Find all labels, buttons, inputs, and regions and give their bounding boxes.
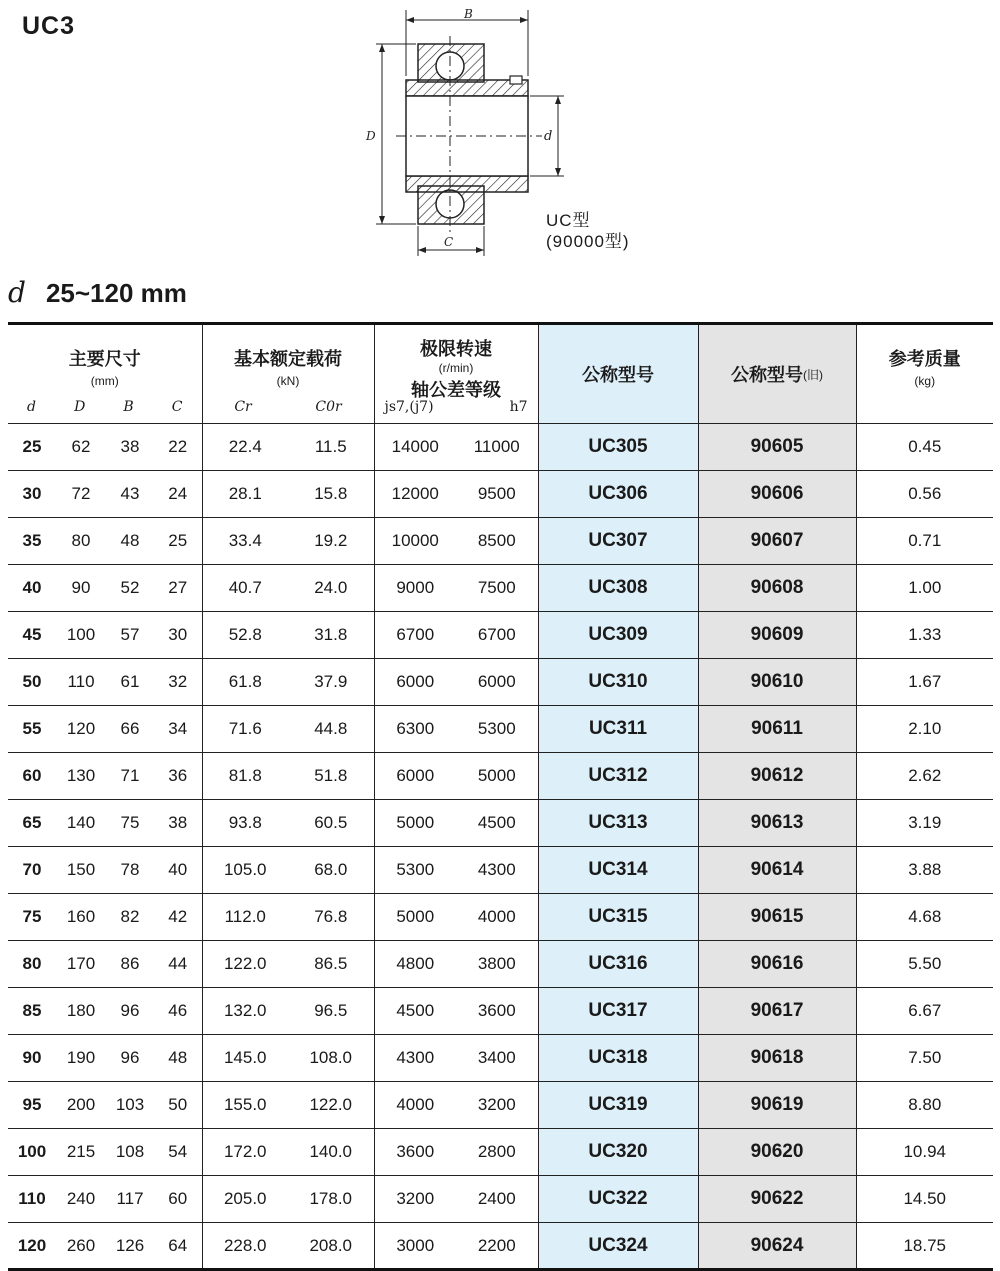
cell-n1: 4800 [374,941,456,988]
type-label-old: (90000型) [546,232,630,251]
dim-d-outer-label: D [366,129,376,143]
cell-D: 100 [56,612,106,659]
size-range [8,276,187,309]
cell-n1: 6700 [374,612,456,659]
header-speed-unit: (r/min) [438,361,474,375]
cell-D: 240 [56,1176,106,1223]
cell-B: 126 [106,1223,154,1270]
cell-B: 117 [106,1176,154,1223]
cell-model: UC312 [538,753,698,800]
cell-d: 70 [8,847,56,894]
header-speed-sub [375,399,538,415]
cell-C0r: 24.0 [288,565,374,612]
cell-d: 80 [8,941,56,988]
cell-n2: 6000 [456,659,538,706]
cell-old: 90605 [698,424,856,471]
header-speed [374,324,538,424]
cell-C0r: 208.0 [288,1223,374,1270]
cell-n1: 4500 [374,988,456,1035]
cell-old: 90612 [698,753,856,800]
cell-mass: 1.67 [856,659,993,706]
cell-D: 90 [56,565,106,612]
cell-D: 200 [56,1082,106,1129]
cell-model: UC309 [538,612,698,659]
dim-d-inner-label: d [544,129,553,144]
cell-n2: 3800 [456,941,538,988]
cell-C0r: 76.8 [288,894,374,941]
cell-Cr: 205.0 [202,1176,288,1223]
header-dims-sub [8,399,202,415]
cell-d: 35 [8,518,56,565]
cell-Cr: 93.8 [202,800,288,847]
cell-mass: 0.45 [856,424,993,471]
cell-model: UC305 [538,424,698,471]
cell-B: 96 [106,1035,154,1082]
cell-n1: 9000 [374,565,456,612]
cell-D: 130 [56,753,106,800]
cell-old: 90613 [698,800,856,847]
cell-C: 40 [154,847,202,894]
cell-C0r: 31.8 [288,612,374,659]
table-row [8,612,993,659]
table-row [8,518,993,565]
cell-n1: 6300 [374,706,456,753]
spec-table-wrap [8,322,993,1271]
cell-n1: 10000 [374,518,456,565]
cell-old: 90607 [698,518,856,565]
cell-C0r: 140.0 [288,1129,374,1176]
table-row [8,1223,993,1270]
cell-n2: 9500 [456,471,538,518]
cell-old: 90611 [698,706,856,753]
cell-Cr: 28.1 [202,471,288,518]
header-load-unit: (kN) [276,374,300,388]
cell-C0r: 37.9 [288,659,374,706]
cell-C: 44 [154,941,202,988]
cell-n2: 5300 [456,706,538,753]
cell-old: 90618 [698,1035,856,1082]
table-row [8,894,993,941]
cell-C0r: 86.5 [288,941,374,988]
cell-n1: 5000 [374,894,456,941]
header-model-old [698,324,856,424]
cell-n2: 8500 [456,518,538,565]
cell-old: 90608 [698,565,856,612]
cell-old: 90609 [698,612,856,659]
cell-mass: 2.10 [856,706,993,753]
cell-d: 95 [8,1082,56,1129]
cell-old: 90624 [698,1223,856,1270]
cell-B: 75 [106,800,154,847]
header-load [202,324,374,424]
cell-d: 45 [8,612,56,659]
header-speed-title: 极限转速 [420,339,492,359]
cell-mass: 18.75 [856,1223,993,1270]
cell-d: 85 [8,988,56,1035]
cell-D: 180 [56,988,106,1035]
type-label-block [546,210,630,252]
cell-C: 34 [154,706,202,753]
cell-C: 30 [154,612,202,659]
cell-B: 96 [106,988,154,1035]
cell-Cr: 145.0 [202,1035,288,1082]
cell-old: 90615 [698,894,856,941]
cell-model: UC315 [538,894,698,941]
cell-n2: 4300 [456,847,538,894]
cell-C0r: 68.0 [288,847,374,894]
cell-n2: 2800 [456,1129,538,1176]
dim-c-label: C [444,235,454,249]
cell-D: 80 [56,518,106,565]
cell-Cr: 155.0 [202,1082,288,1129]
sub-cr: Cr [234,399,252,415]
cell-C: 46 [154,988,202,1035]
header-dims-title: 主要尺寸 [68,349,141,369]
cell-C: 50 [154,1082,202,1129]
table-header-row [8,324,993,424]
cell-mass: 6.67 [856,988,993,1035]
cell-old: 90616 [698,941,856,988]
cell-n1: 4300 [374,1035,456,1082]
cell-d: 50 [8,659,56,706]
header-model [538,324,698,424]
cell-B: 71 [106,753,154,800]
cell-d: 100 [8,1129,56,1176]
sub-D: D [74,399,86,415]
cell-mass: 0.56 [856,471,993,518]
cell-C: 48 [154,1035,202,1082]
cell-n1: 12000 [374,471,456,518]
sub-js7: js7,(j7) [384,399,434,415]
cell-C: 24 [154,471,202,518]
cell-C0r: 11.5 [288,424,374,471]
cell-C: 36 [154,753,202,800]
cell-C: 64 [154,1223,202,1270]
cell-old: 90620 [698,1129,856,1176]
cell-Cr: 61.8 [202,659,288,706]
cell-mass: 5.50 [856,941,993,988]
cell-B: 108 [106,1129,154,1176]
cell-D: 160 [56,894,106,941]
type-label: UC型 [546,211,591,230]
cell-mass: 1.00 [856,565,993,612]
cell-C0r: 44.8 [288,706,374,753]
cell-mass: 3.88 [856,847,993,894]
sub-C: C [171,399,183,415]
cell-n2: 11000 [456,424,538,471]
cell-d: 30 [8,471,56,518]
cell-C0r: 51.8 [288,753,374,800]
cell-d: 25 [8,424,56,471]
cell-B: 86 [106,941,154,988]
cell-old: 90619 [698,1082,856,1129]
cell-C: 32 [154,659,202,706]
cell-Cr: 112.0 [202,894,288,941]
table-body [8,424,993,1270]
cell-mass: 1.33 [856,612,993,659]
cell-C: 42 [154,894,202,941]
cell-C0r: 96.5 [288,988,374,1035]
header-dims-unit: (mm) [90,374,119,388]
cell-C: 54 [154,1129,202,1176]
range-symbol: d [8,276,26,309]
cell-Cr: 228.0 [202,1223,288,1270]
cell-D: 140 [56,800,106,847]
sub-c0r: C0r [315,399,342,415]
table-row [8,941,993,988]
cell-n1: 4000 [374,1082,456,1129]
cell-C: 22 [154,424,202,471]
header-speed-title2: 轴公差等级 [411,380,501,400]
table-row [8,706,993,753]
cell-Cr: 33.4 [202,518,288,565]
cell-B: 43 [106,471,154,518]
cell-D: 190 [56,1035,106,1082]
cell-model: UC314 [538,847,698,894]
table-row [8,659,993,706]
cell-model: UC316 [538,941,698,988]
sub-d: d [27,399,36,415]
cell-mass: 10.94 [856,1129,993,1176]
cell-Cr: 122.0 [202,941,288,988]
cell-B: 52 [106,565,154,612]
page-title: UC3 [22,12,76,40]
cell-mass: 4.68 [856,894,993,941]
range-value: 25~120 mm [45,278,187,308]
cell-model: UC317 [538,988,698,1035]
cell-C: 38 [154,800,202,847]
cell-Cr: 172.0 [202,1129,288,1176]
cell-n2: 7500 [456,565,538,612]
cell-d: 60 [8,753,56,800]
cell-model: UC311 [538,706,698,753]
header-load-sub [203,399,374,415]
cell-C0r: 15.8 [288,471,374,518]
header-mass-title: 参考质量 [888,349,961,369]
dim-b-label: B [464,7,473,21]
cell-mass: 0.71 [856,518,993,565]
table-row [8,847,993,894]
cell-mass: 2.62 [856,753,993,800]
cell-n2: 3400 [456,1035,538,1082]
cell-old: 90622 [698,1176,856,1223]
cell-B: 57 [106,612,154,659]
cell-n1: 6000 [374,659,456,706]
spec-table [8,322,993,1271]
cell-d: 120 [8,1223,56,1270]
cell-n2: 2400 [456,1176,538,1223]
cell-n1: 3200 [374,1176,456,1223]
cell-Cr: 81.8 [202,753,288,800]
cell-C0r: 122.0 [288,1082,374,1129]
cell-D: 110 [56,659,106,706]
cell-Cr: 105.0 [202,847,288,894]
cell-D: 150 [56,847,106,894]
cell-n1: 14000 [374,424,456,471]
header-mass-unit: (kg) [914,374,936,388]
table-row [8,471,993,518]
table-row [8,1082,993,1129]
table-row [8,1176,993,1223]
cell-B: 48 [106,518,154,565]
cell-old: 90614 [698,847,856,894]
cell-C0r: 108.0 [288,1035,374,1082]
cell-n2: 5000 [456,753,538,800]
cell-model: UC324 [538,1223,698,1270]
cell-d: 110 [8,1176,56,1223]
cell-model: UC306 [538,471,698,518]
cell-n2: 3600 [456,988,538,1035]
cell-old: 90617 [698,988,856,1035]
cell-n2: 2200 [456,1223,538,1270]
cell-D: 260 [56,1223,106,1270]
cell-C: 60 [154,1176,202,1223]
sub-h7: h7 [509,399,528,415]
cell-model: UC318 [538,1035,698,1082]
cell-D: 120 [56,706,106,753]
table-row [8,1035,993,1082]
cell-model: UC307 [538,518,698,565]
header-dims [8,324,202,424]
cell-n1: 6000 [374,753,456,800]
table-row [8,424,993,471]
header-model-old-title: 公称型号 [731,365,803,385]
cell-n2: 3200 [456,1082,538,1129]
cell-old: 90606 [698,471,856,518]
cell-D: 72 [56,471,106,518]
cell-Cr: 132.0 [202,988,288,1035]
cell-C: 27 [154,565,202,612]
header-mass [856,324,993,424]
header-model-old-suffix: (旧) [803,367,823,382]
cell-mass: 8.80 [856,1082,993,1129]
cell-Cr: 40.7 [202,565,288,612]
cell-d: 90 [8,1035,56,1082]
cell-Cr: 22.4 [202,424,288,471]
cell-old: 90610 [698,659,856,706]
header-load-title: 基本额定载荷 [234,349,342,369]
cell-n2: 4500 [456,800,538,847]
cell-d: 40 [8,565,56,612]
cell-model: UC319 [538,1082,698,1129]
table-row [8,988,993,1035]
cell-model: UC322 [538,1176,698,1223]
cell-B: 82 [106,894,154,941]
table-row [8,753,993,800]
cell-d: 75 [8,894,56,941]
header-model-title: 公称型号 [582,365,654,385]
table-row [8,565,993,612]
cell-d: 55 [8,706,56,753]
cell-n1: 5300 [374,847,456,894]
cell-B: 38 [106,424,154,471]
cell-model: UC313 [538,800,698,847]
cell-n1: 3000 [374,1223,456,1270]
cell-n1: 3600 [374,1129,456,1176]
table-row [8,1129,993,1176]
table-row [8,800,993,847]
cell-Cr: 52.8 [202,612,288,659]
cell-mass: 3.19 [856,800,993,847]
cell-D: 170 [56,941,106,988]
cell-d: 65 [8,800,56,847]
cell-Cr: 71.6 [202,706,288,753]
cell-model: UC310 [538,659,698,706]
cell-B: 66 [106,706,154,753]
bearing-drawing [360,0,700,262]
cell-n2: 6700 [456,612,538,659]
sub-B: B [123,399,134,415]
cell-mass: 7.50 [856,1035,993,1082]
cell-C0r: 178.0 [288,1176,374,1223]
cell-mass: 14.50 [856,1176,993,1223]
cell-model: UC320 [538,1129,698,1176]
cell-B: 103 [106,1082,154,1129]
cell-n1: 5000 [374,800,456,847]
cell-D: 215 [56,1129,106,1176]
cell-D: 62 [56,424,106,471]
cell-n2: 4000 [456,894,538,941]
cell-B: 61 [106,659,154,706]
cell-B: 78 [106,847,154,894]
cell-C0r: 60.5 [288,800,374,847]
cell-C: 25 [154,518,202,565]
cell-C0r: 19.2 [288,518,374,565]
cell-model: UC308 [538,565,698,612]
